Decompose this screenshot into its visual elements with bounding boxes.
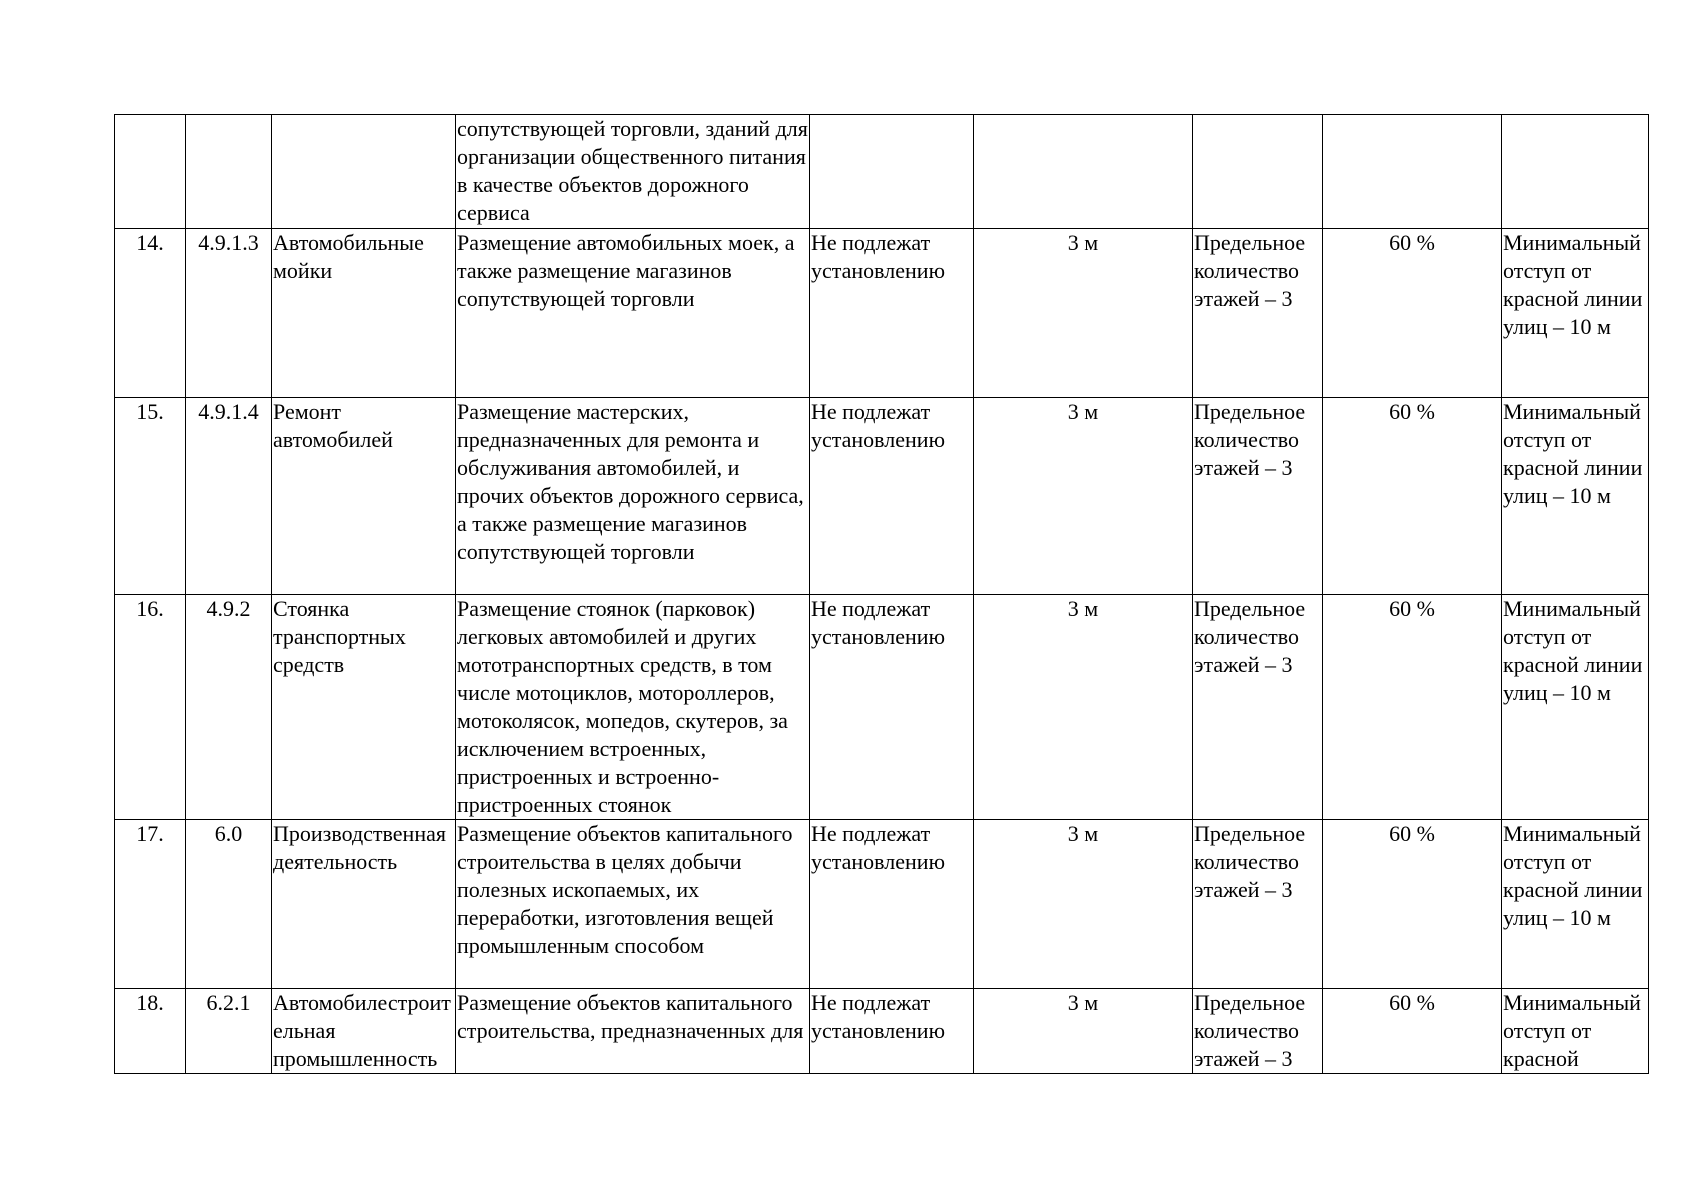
- plot-area-cell: Не подлежат установлению: [810, 595, 974, 820]
- use-name-cell: Автомобильные мойки: [272, 229, 456, 398]
- max-height-cell: [1193, 115, 1323, 229]
- max-coverage-cell: 60 %: [1323, 595, 1502, 820]
- plot-area-cell: [810, 115, 974, 229]
- other-params-cell: Минимальный отступ от красной линии улиц – 10 м: [1502, 229, 1649, 398]
- use-code-cell: 4.9.1.3: [186, 229, 272, 398]
- use-name-cell: Производственная деятельность: [272, 820, 456, 989]
- max-height-cell: Предельное количество этажей – 3: [1193, 398, 1323, 595]
- max-height-cell: Предельное количество этажей – 3: [1193, 595, 1323, 820]
- use-description-cell: Размещение мастерских, предназначенных для ремонта и обслуживания автомобилей, и прочих объектов дорожного сервиса, а также размещение магазинов сопутствующей торговли: [456, 398, 810, 595]
- plot-area-cell: Не подлежат установлению: [810, 229, 974, 398]
- land-use-regulations-table: [114, 114, 1649, 1074]
- max-height-cell: Предельное количество этажей – 3: [1193, 820, 1323, 989]
- use-code-cell: 4.9.2: [186, 595, 272, 820]
- other-params-cell: Минимальный отступ от красной линии улиц – 10 м: [1502, 820, 1649, 989]
- plot-area-cell: Не подлежат установлению: [810, 820, 974, 989]
- max-coverage-cell: [1323, 115, 1502, 229]
- table-row: [115, 595, 1649, 820]
- max-coverage-cell: 60 %: [1323, 989, 1502, 1074]
- plot-area-cell: Не подлежат установлению: [810, 398, 974, 595]
- use-description-cell: Размещение автомобильных моек, а также размещение магазинов сопутствующей торговли: [456, 229, 810, 398]
- min-indent-cell: 3 м: [974, 229, 1193, 398]
- use-code-cell: 6.2.1: [186, 989, 272, 1074]
- use-name-cell: [272, 115, 456, 229]
- use-description-cell: Размещение стоянок (парковок) легковых автомобилей и других мототранспортных средств, в том числе мотоциклов, мотороллеров, мотоколясок, мопедов, скутеров, за исключением встроенных, пристроенных и встроенно-пристроенных стоянок: [456, 595, 810, 820]
- max-coverage-cell: 60 %: [1323, 398, 1502, 595]
- use-name-cell: Стоянка транспортных средств: [272, 595, 456, 820]
- row-number-cell: 16.: [115, 595, 186, 820]
- use-description-cell: Размещение объектов капитального строительства, предназначенных для: [456, 989, 810, 1074]
- table-row: [115, 398, 1649, 595]
- use-code-cell: 4.9.1.4: [186, 398, 272, 595]
- plot-area-cell: Не подлежат установлению: [810, 989, 974, 1074]
- max-height-cell: Предельное количество этажей – 3: [1193, 229, 1323, 398]
- other-params-cell: Минимальный отступ от красной линии улиц – 10 м: [1502, 595, 1649, 820]
- table-row: [115, 115, 1649, 229]
- other-params-cell: Минимальный отступ от красной линии улиц – 10 м: [1502, 398, 1649, 595]
- min-indent-cell: 3 м: [974, 820, 1193, 989]
- use-name-cell: Ремонт автомобилей: [272, 398, 456, 595]
- other-params-cell: [1502, 115, 1649, 229]
- min-indent-cell: 3 м: [974, 595, 1193, 820]
- max-coverage-cell: 60 %: [1323, 820, 1502, 989]
- table-row: [115, 989, 1649, 1074]
- row-number-cell: 14.: [115, 229, 186, 398]
- use-code-cell: [186, 115, 272, 229]
- other-params-cell: Минимальный отступ от красной: [1502, 989, 1649, 1074]
- use-name-cell: Автомобилестроительная промышленность: [272, 989, 456, 1074]
- table-row: [115, 229, 1649, 398]
- min-indent-cell: [974, 115, 1193, 229]
- min-indent-cell: 3 м: [974, 398, 1193, 595]
- use-description-cell: сопутствующей торговли, зданий для организации общественного питания в качестве объектов дорожного сервиса: [456, 115, 810, 229]
- row-number-cell: 17.: [115, 820, 186, 989]
- use-code-cell: 6.0: [186, 820, 272, 989]
- min-indent-cell: 3 м: [974, 989, 1193, 1074]
- row-number-cell: 15.: [115, 398, 186, 595]
- row-number-cell: 18.: [115, 989, 186, 1074]
- table-row: [115, 820, 1649, 989]
- row-number-cell: [115, 115, 186, 229]
- use-description-cell: Размещение объектов капитального строительства в целях добычи полезных ископаемых, их переработки, изготовления вещей промышленным способом: [456, 820, 810, 989]
- max-coverage-cell: 60 %: [1323, 229, 1502, 398]
- max-height-cell: Предельное количество этажей – 3: [1193, 989, 1323, 1074]
